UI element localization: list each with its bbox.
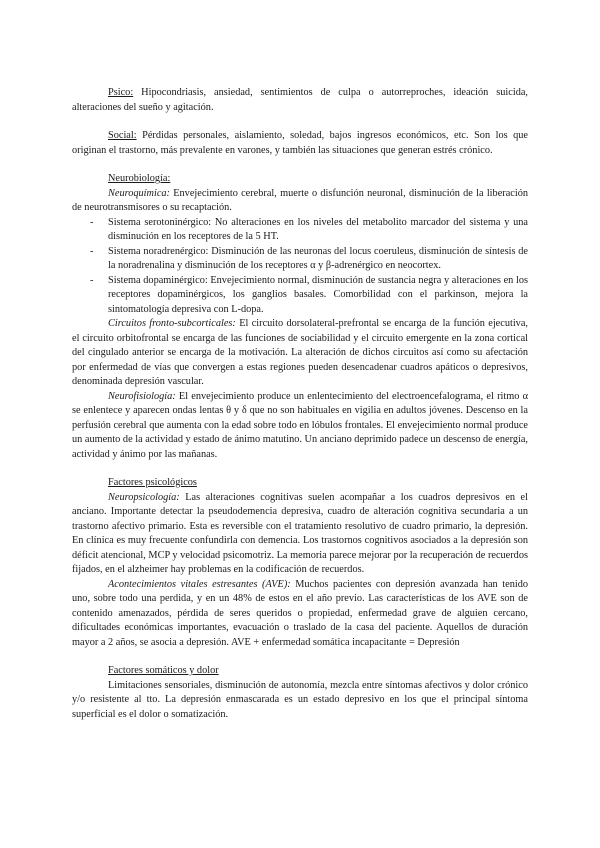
psico-label: Psico: [108,87,134,98]
spacer [72,462,528,476]
spacer [72,650,528,664]
neurobiologia-heading [108,172,528,187]
ave-label: Acontecimientos vitales estresantes (AVE): [108,578,291,590]
neuropsicologia-text: Las alteraciones cognitivas suelen acompañar a los cuadros depresivos en el anciano. Importante detectar la pseudodemencia depresiva, cuadro de alteración cognitiva secundaria a un trastorno afectivo primario. Esta es reversible con el tratamiento resolutivo de cuadro primario, la depresión. En clínica es muy frecuente confundirla con demencia. Los trastornos cognitivos asociados a la depresión son déficit atencional, MCP y velocidad psicomotriz. La memoria parece mejorar por la recuperación de recuerdos fijados, en el alzheimer hay problemas en la codificación de recuerdos. [72,491,528,575]
circuitos-text: El circuito dorsolateral-prefrontal se encarga de la función ejecutiva, el circuito orbitofrontal se encarga de las funciones de sociabilidad y el circuito emergente en la zona cortical del cingulado anterior se encarga de la motivación. La alteración de dichos circuitos así como su afectación por enfermedad de vías que convergen a estas regiones pueden desencadenar cuadros apáticos o depresivos, denominada depresión vascular. [72,318,528,387]
list-item [72,274,528,318]
neuropsicologia-paragraph [72,491,528,578]
circuitos-label: Circuitos fronto-subcorticales: [108,318,236,329]
psicologicos-heading-text: Factores psicológicos [108,477,197,488]
neurofisiologia-paragraph [72,390,528,463]
neurobiologia-heading-text: Neurobiología: [108,173,171,184]
dash-bullet: - [90,274,94,286]
somaticos-heading-text: Factores somáticos y dolor [108,665,219,676]
neurofisiologia-text: El envejecimiento produce un enlentecimiento del electroencefalograma, el ritmo α se enlentece y aparecen ondas lentas θ y δ que no son habituales en vigilia en adultos jóvenes. Descenso en la perfusión cerebral que aumenta con la edad sobre todo en lóbulos frontales. El envejecimiento normal produce un aumento de la actividad y estado de ánimo matutino. Un anciano deprimido padece un descenso de energía, actividad y ánimo por las mañanas. [72,390,528,460]
list-item [72,216,528,245]
social-label: Social: [108,130,137,141]
circuitos-paragraph [72,317,528,390]
social-paragraph [72,129,528,158]
list-item-text: Sistema dopaminérgico: Envejecimiento normal, disminución de sustancia negra y alteraciones en los receptores dopaminérgicos, los ganglios basales. Comorbilidad con el parkinson, mejora la sintomatología depresiva con L-dopa. [108,274,528,315]
neuropsicologia-label: Neuropsicología: [108,491,180,503]
psico-text: Hipocondriasis, ansiedad, sentimientos de culpa o autorreproches, ideación suicida, alteraciones del sueño y agitación. [72,87,528,113]
spacer [72,158,528,172]
ave-paragraph [72,578,528,651]
psico-paragraph [72,86,528,115]
neuroquimica-label: Neuroquímica: [108,187,170,199]
somaticos-heading [108,664,528,679]
somaticos-paragraph: Limitaciones sensoriales, disminución de autonomía, mezcla entre síntomas afectivos y dolor crónico y/o resistente al tto. La depresión enmascarada es un estado depresivo en los que el principal síntoma superficial es el dolor o somatización. [72,679,528,720]
neuroquimica-text: Envejecimiento cerebral, muerte o disfunción neuronal, disminución de la liberación de neurotransmisores o su recaptación. [72,187,528,213]
dash-bullet: - [90,216,94,228]
spacer [72,115,528,129]
psicologicos-heading [108,476,528,491]
neuroquimica-paragraph [72,187,528,216]
dash-bullet: - [90,245,94,257]
neurofisiologia-label: Neurofisiología: [108,390,176,402]
social-text: Pérdidas personales, aislamiento, soledad, bajos ingresos económicos, etc. Son los que originan el trastorno, más prevalente en varones, y también las situaciones que generan estrés crónico. [72,130,528,156]
document-body [72,86,528,722]
ave-text: Muchos pacientes con depresión avanzada han tenido uno, sobre todo una perdida, y en un 48% de estos en el año previo. Las características de los AVE son de contenido amenazados, pérdida de seres queridos o propiedad, enfermedad grave de alguien cercano, dificultades económicas importantes, evacuación o traslado de la casa del paciente. Aquellos de duración mayor a 2 años, se asocia a depresión. AVE + enfermedad somática incapacitante = Depresión [72,578,529,648]
list-item-text: Sistema noradrenérgico: Disminución de las neuronas del locus coeruleus, disminución de síntesis de la noradrenalina y disminución de los receptores α y β-adrenérgico en neocortex. [108,245,528,271]
neurotransmitter-list [72,216,528,318]
list-item [72,245,528,274]
list-item-text: Sistema serotoninérgico: No alteraciones en los niveles del metabolito marcador del sistema y una disminución en los receptores de la 5 HT. [108,216,528,242]
